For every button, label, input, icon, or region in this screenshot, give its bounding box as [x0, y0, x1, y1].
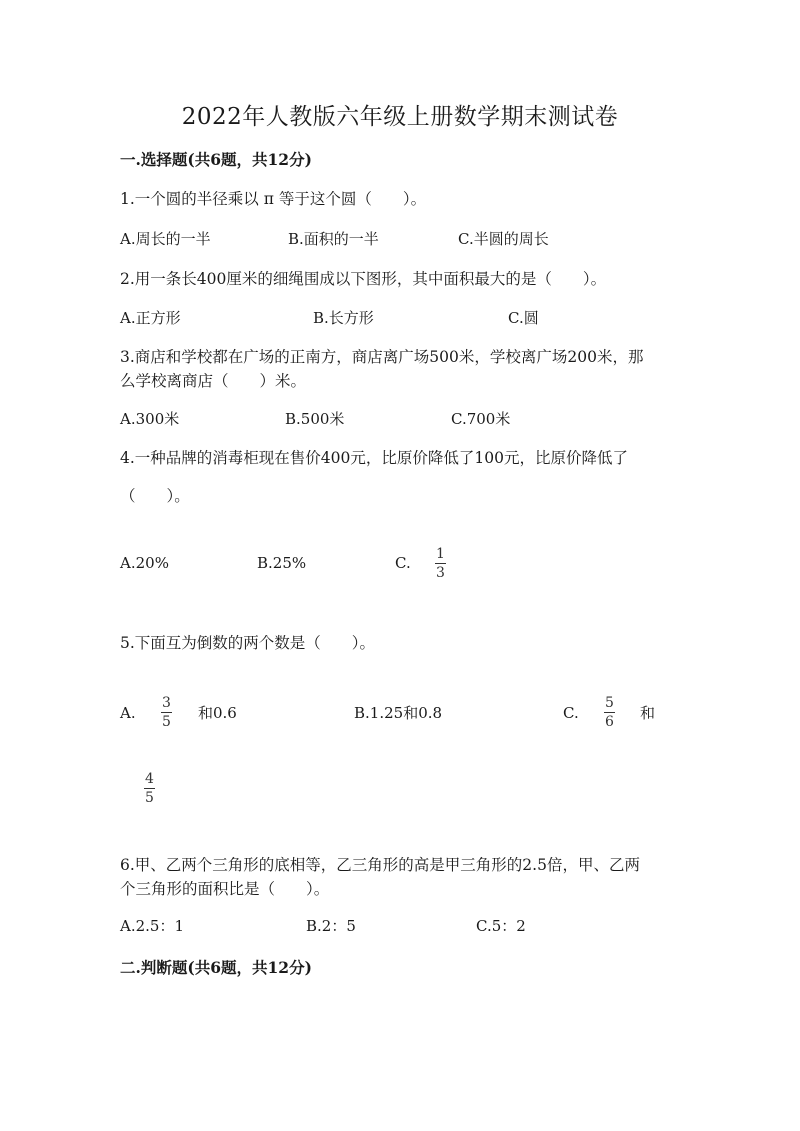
q5-option-a: A.: [120, 704, 136, 722]
question-5: 5.下面互为倒数的两个数是（ ）。: [120, 634, 376, 652]
question-2: 2.用一条长400厘米的细绳围成以下图形，其中面积最大的是（ ）。: [120, 270, 607, 288]
fraction-denominator: 3: [436, 565, 445, 581]
q1-option-b: B.面积的一半: [288, 230, 379, 248]
q4-option-c-fraction: [435, 546, 446, 581]
question-3-line-1: 3.商店和学校都在广场的正南方，商店离广场500米，学校离广场200米，那: [120, 348, 644, 366]
fraction-numerator: 3: [162, 695, 171, 711]
q2-option-b: B.长方形: [313, 309, 374, 327]
fraction-denominator: 5: [145, 790, 154, 806]
fraction-denominator: 6: [605, 714, 614, 730]
q3-option-b: B.500米: [285, 410, 345, 428]
q2-option-c: C.圆: [508, 309, 539, 327]
question-4-line-2: （ ）。: [120, 487, 190, 505]
q1-option-a: A.周长的一半: [120, 230, 211, 248]
section-heading-choice: 一.选择题(共6题，共12分): [120, 150, 312, 169]
q6-option-b: B.2：5: [306, 917, 356, 935]
question-1: 1.一个圆的半径乘以 π 等于这个圆（ ）。: [120, 190, 427, 208]
fraction-numerator: 4: [145, 771, 154, 787]
q4-option-a: A.20%: [120, 554, 169, 572]
q6-option-a: A.2.5：1: [120, 917, 184, 935]
question-3-line-2: 么学校离商店（ ）米。: [120, 372, 307, 390]
fraction-bar: [144, 788, 155, 789]
fraction-numerator: 1: [436, 546, 445, 562]
q4-option-c: C.: [395, 554, 411, 572]
question-6-line-2: 个三角形的面积比是（ ）。: [120, 880, 330, 898]
q5-option-c-second-fraction: [144, 771, 155, 806]
page-title: 2022年人教版六年级上册数学期末测试卷: [181, 104, 619, 130]
q5-option-a-fraction: [161, 695, 172, 730]
q6-option-c: C.5：2: [476, 917, 526, 935]
fraction-bar: [161, 712, 172, 713]
question-6-line-1: 6.甲、乙两个三角形的底相等，乙三角形的高是甲三角形的2.5倍，甲、乙两: [120, 856, 640, 874]
fraction-denominator: 5: [162, 714, 171, 730]
fraction-bar: [435, 563, 446, 564]
fraction-bar: [604, 712, 615, 713]
q3-option-c: C.700米: [451, 410, 511, 428]
q1-option-c: C.半圆的周长: [458, 230, 549, 248]
q5-option-c: C.: [563, 704, 579, 722]
q3-option-a: A.300米: [120, 410, 180, 428]
q5-option-b: B.1.25和0.8: [354, 704, 443, 722]
q4-option-b: B.25%: [257, 554, 307, 572]
question-4-line-1: 4.一种品牌的消毒柜现在售价400元，比原价降低了100元，比原价降低了: [120, 449, 628, 467]
section-heading-judgment: 二.判断题(共6题，共12分): [120, 958, 312, 977]
q5-option-c-fraction: [604, 695, 615, 730]
q2-option-a: A.正方形: [120, 309, 181, 327]
q5-option-a-rest: 和0.6: [198, 704, 237, 722]
fraction-numerator: 5: [605, 695, 614, 711]
q5-option-c-rest: 和: [640, 704, 656, 722]
